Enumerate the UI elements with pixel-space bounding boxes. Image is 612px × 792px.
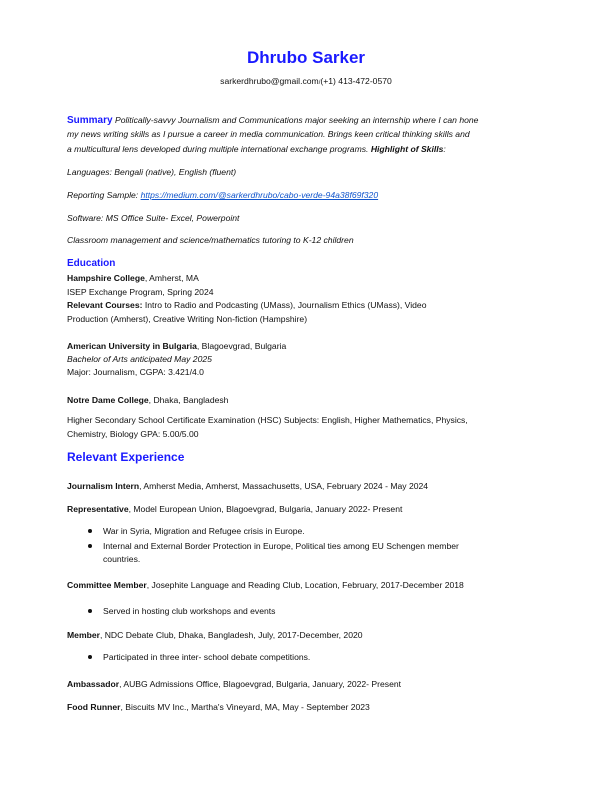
- hampshire-courses: Relevant Courses: Intro to Radio and Podcasting (UMass), Journalism Ethics (UMass), Video: [67, 300, 427, 310]
- experience-item: Committee Member, Josephite Language and Reading Club, Location, February, 2017-December 2018: [67, 580, 464, 590]
- bullet-icon: [88, 609, 92, 613]
- bullet-icon: [88, 529, 92, 533]
- phone: (+1) 413-472-0570: [320, 76, 392, 86]
- notre-dame-school: Notre Dame College, Dhaka, Bangladesh: [67, 395, 229, 405]
- summary-line-1: Summary Politically-savvy Journalism and Communications major seeking an internship where I can hone: [67, 115, 479, 126]
- hampshire-program: ISEP Exchange Program, Spring 2024: [67, 287, 214, 297]
- hampshire-courses-2: Production (Amherst), Creative Writing Non-fiction (Hampshire): [67, 314, 308, 324]
- software: Software: MS Office Suite- Excel, Powerpoint: [67, 213, 240, 223]
- experience-item: Member, NDC Debate Club, Dhaka, Bangladesh, July, 2017-December, 2020: [67, 630, 363, 640]
- languages: Languages: Bengali (native), English (fluent): [67, 167, 237, 177]
- reporting-sample: Reporting Sample: https://medium.com/@sarkerdhrubo/cabo-verde-94a38f69f320: [67, 190, 379, 200]
- experience-item: Representative, Model European Union, Blagoevgrad, Bulgaria, January 2022- Present: [67, 504, 403, 514]
- summary-line-2: my news writing skills as I pursue a career in media communication. Brings keen critical thinking skills and: [67, 129, 470, 139]
- experience-item: Ambassador, AUBG Admissions Office, Blagoevgrad, Bulgaria, January, 2022- Present: [67, 679, 402, 689]
- tutoring: Classroom management and science/mathematics tutoring to K-12 children: [67, 235, 354, 245]
- bullet-text: Served in hosting club workshops and events: [103, 606, 276, 616]
- bullet-text-cont: countries.: [103, 554, 141, 564]
- reporting-sample-link[interactable]: https://medium.com/@sarkerdhrubo/cabo-verde-94a38f69f320: [140, 190, 379, 200]
- separator: /: [318, 80, 321, 86]
- summary-line-3: a multicultural lens developed during multiple international exchange programs. Highlight of Skills:: [67, 144, 446, 154]
- bullet-icon: [88, 544, 92, 548]
- bullet-text: Internal and External Border Protection in Europe, Political ties among EU Schengen member: [103, 541, 459, 551]
- summary-heading: Summary: [67, 115, 113, 126]
- aubg-degree: Bachelor of Arts anticipated May 2025: [67, 354, 212, 364]
- experience-heading: Relevant Experience: [67, 450, 185, 464]
- bullet-icon: [88, 655, 92, 659]
- skills-label: Highlight of Skills: [370, 144, 444, 154]
- notre-dame-line-1: Higher Secondary School Certificate Examination (HSC) Subjects: English, Higher Mathematics, Physics,: [67, 415, 468, 425]
- education-heading: Education: [67, 258, 116, 269]
- bullet-text: War in Syria, Migration and Refugee crisis in Europe.: [103, 526, 305, 536]
- hampshire-school: Hampshire College, Amherst, MA: [67, 273, 199, 283]
- email[interactable]: sarkerdhrubo@gmail.com: [220, 76, 319, 86]
- aubg-major: Major: Journalism, CGPA: 3.421/4.0: [67, 367, 204, 377]
- aubg-school: American University in Bulgaria, Blagoevgrad, Bulgaria: [67, 341, 287, 351]
- experience-item: Journalism Intern, Amherst Media, Amherst, Massachusetts, USA, February 2024 - May 2024: [67, 481, 429, 491]
- candidate-name: Dhrubo Sarker: [246, 48, 366, 67]
- bullet-text: Participated in three inter- school debate competitions.: [103, 652, 311, 662]
- experience-item: Food Runner, Biscuits MV Inc., Martha's Vineyard, MA, May - September 2023: [67, 702, 370, 712]
- notre-dame-line-2: Chemistry, Biology GPA: 5.00/5.00: [67, 429, 199, 439]
- contact-line: [0, 75, 612, 89]
